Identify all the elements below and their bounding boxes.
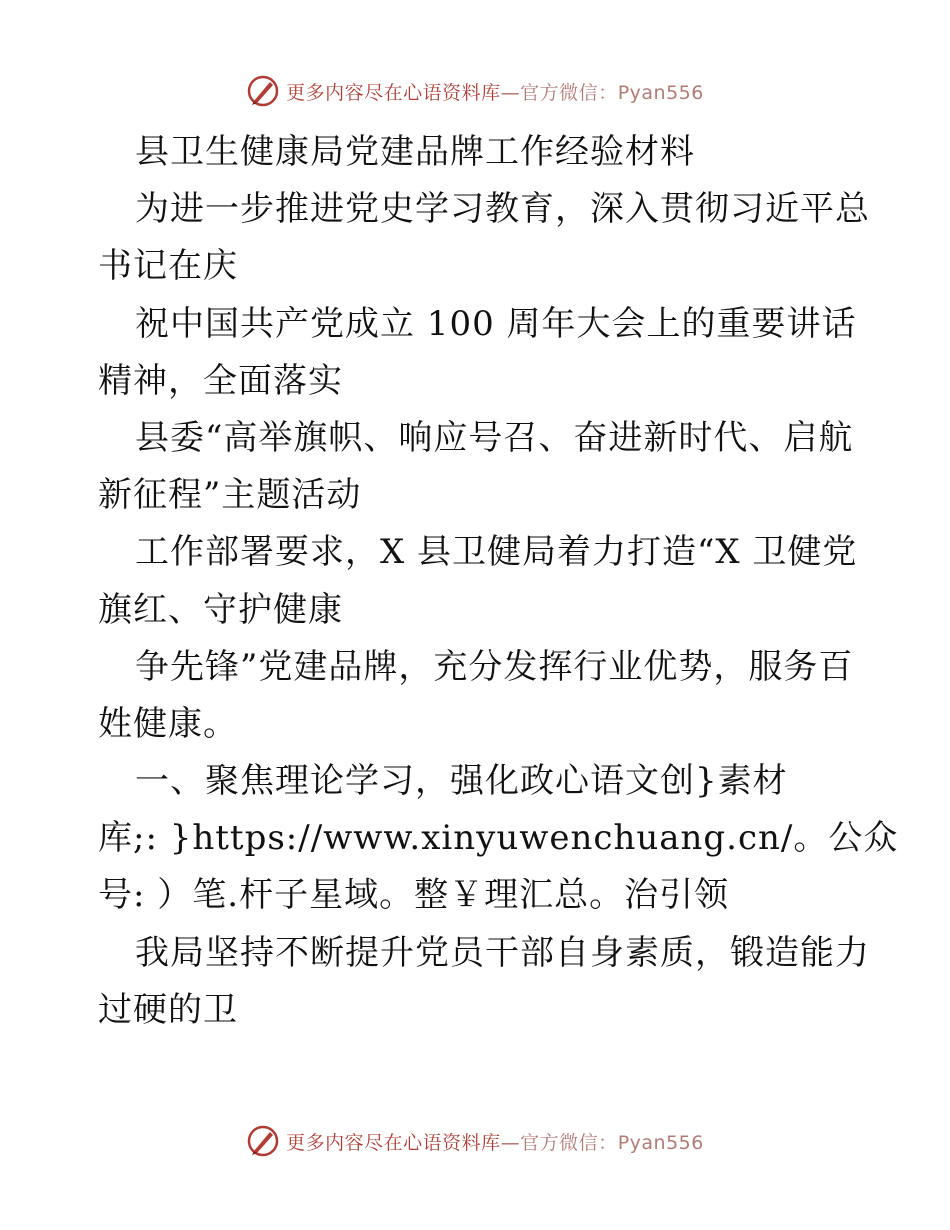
paragraph-line: 姓健康。	[98, 703, 238, 744]
watermark-header	[0, 71, 950, 111]
paragraph-line: 争先锋”党建品牌，充分发挥行业优势，服务百	[135, 646, 854, 687]
paragraph-line: 旗红、守护健康	[98, 589, 343, 630]
watermark-brand: 更多内容尽在心语资料库	[286, 81, 501, 104]
pen-circle-logo-icon	[246, 74, 280, 108]
watermark-official: 官方微信：	[520, 81, 618, 104]
paragraph-line: 工作部署要求，X 县卫健局着力打造“X 卫健党	[135, 532, 858, 573]
paragraph-line: 为进一步推进党史学习教育，深入贯彻习近平总	[135, 189, 870, 230]
paragraph-line: 精神，全面落实	[98, 360, 343, 401]
paragraph-line: 祝中国共产党成立 100 周年大会上的重要讲话	[135, 303, 857, 344]
paragraph-line: 县委“高举旗帜、响应号召、奋进新时代、启航	[135, 417, 854, 458]
paragraph-line: 库;: }https://www.xinyuwenchuang.cn/。公众	[98, 818, 899, 859]
watermark-text	[286, 1128, 704, 1155]
paragraph-line: 新征程”主题活动	[98, 475, 362, 516]
document-title: 县卫生健康局党建品牌工作经验材料	[135, 132, 695, 172]
watermark-footer	[0, 1121, 950, 1161]
paragraph-line: 书记在庆	[98, 246, 238, 287]
watermark-official: 官方微信：	[520, 1131, 618, 1154]
watermark-text	[286, 78, 704, 105]
document-body	[98, 124, 899, 1039]
watermark-wechat-id: Pyan556	[617, 1131, 704, 1154]
paragraph-line: 我局坚持不断提升党员干部自身素质，锻造能力	[135, 932, 870, 973]
watermark-dash: —	[500, 1131, 521, 1154]
paragraph-line: 号: ）笔.杆子星域。整￥理汇总。治引领	[98, 875, 730, 916]
section-heading-line: 一、聚焦理论学习，强化政心语文创}素材	[135, 761, 788, 802]
watermark-dash: —	[500, 81, 521, 104]
watermark-brand: 更多内容尽在心语资料库	[286, 1131, 501, 1154]
watermark-wechat-id: Pyan556	[617, 81, 704, 104]
paragraph-line: 过硬的卫	[98, 989, 238, 1030]
pen-circle-logo-icon	[246, 1124, 280, 1158]
